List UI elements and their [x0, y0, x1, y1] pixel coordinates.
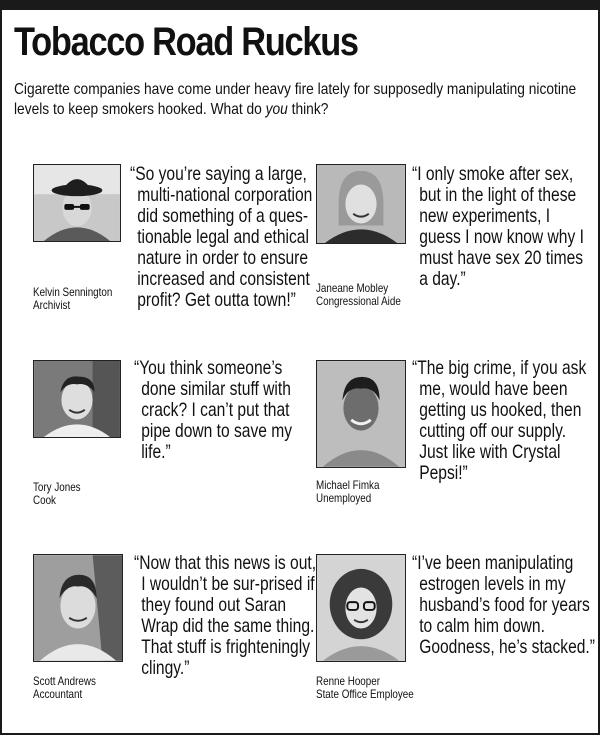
photo-man-with-hat-and-sunglasses	[33, 164, 121, 242]
portrait-woman-with-glasses-icon	[317, 555, 405, 661]
portrait-young-man-icon	[34, 361, 120, 437]
person-name: Michael Fimka	[316, 478, 380, 492]
caption-3	[33, 481, 81, 507]
quote-6: “I’ve been manipulating estrogen levels in my husband’s food for years to calm him down. Goodness, he’s stacked.”	[412, 552, 595, 658]
intro-text-emphasis: you	[265, 101, 288, 118]
person-name: Tory Jones	[33, 480, 81, 494]
article-intro	[14, 80, 582, 120]
portrait-man-with-hat-icon	[34, 165, 120, 241]
intro-text-after: think?	[287, 101, 329, 118]
person-name: Scott Andrews	[33, 674, 96, 688]
person-role: Congressional Aide	[316, 294, 401, 308]
quote-5: “Now that this news is out, I wouldn’t be sur-prised if they found out Saran Wrap did the same thing. That stuff is frighteningly clingy.”	[134, 552, 317, 679]
person-role: Accountant	[33, 687, 83, 701]
photo-woman-smiling	[316, 164, 406, 244]
caption-4	[316, 479, 379, 505]
article-title: Tobacco Road Ruckus	[14, 20, 358, 64]
portrait-man-outdoors-icon	[34, 555, 122, 661]
quote-3: “You think someone’s done similar stuff with crack? I can’t put that pipe down to save my life.”	[134, 357, 293, 463]
quote-4: “The big crime, if you ask me, would have been getting us hooked, then cutting off our supply. Just like with Crystal Pepsi!”	[412, 357, 587, 484]
quote-2: “I only smoke after sex, but in the light of these new experiments, I guess I now know why I must have sex 20 times a day.”	[412, 163, 584, 290]
person-role: Cook	[33, 493, 56, 507]
photo-woman-with-glasses	[316, 554, 406, 662]
person-role: Unemployed	[316, 491, 372, 505]
intro-text-before: Cigarette companies have come under heavy fire lately for supposedly manipulating nicotine levels to keep smokers hooked. What do	[14, 81, 577, 118]
caption-5	[33, 675, 96, 701]
person-name: Janeane Mobley	[316, 281, 389, 295]
photo-man-smiling	[316, 360, 406, 468]
person-role: Archivist	[33, 298, 71, 312]
person-name: Renne Hooper	[316, 674, 381, 688]
caption-1	[33, 286, 112, 312]
caption-2	[316, 282, 401, 308]
portrait-woman-icon	[317, 165, 405, 243]
photo-man-outdoors	[33, 554, 123, 662]
quote-1: “So you’re saying a large, multi-national corporation did something of a ques-tionable legal and ethical nature in order to ensure increased and consistent profit? Get outta town!”	[130, 163, 313, 311]
photo-young-man-smiling	[33, 360, 121, 438]
portrait-man-icon	[317, 361, 405, 467]
person-name: Kelvin Sennington	[33, 285, 113, 299]
caption-6	[316, 675, 414, 701]
person-role: State Office Employee	[316, 687, 414, 701]
